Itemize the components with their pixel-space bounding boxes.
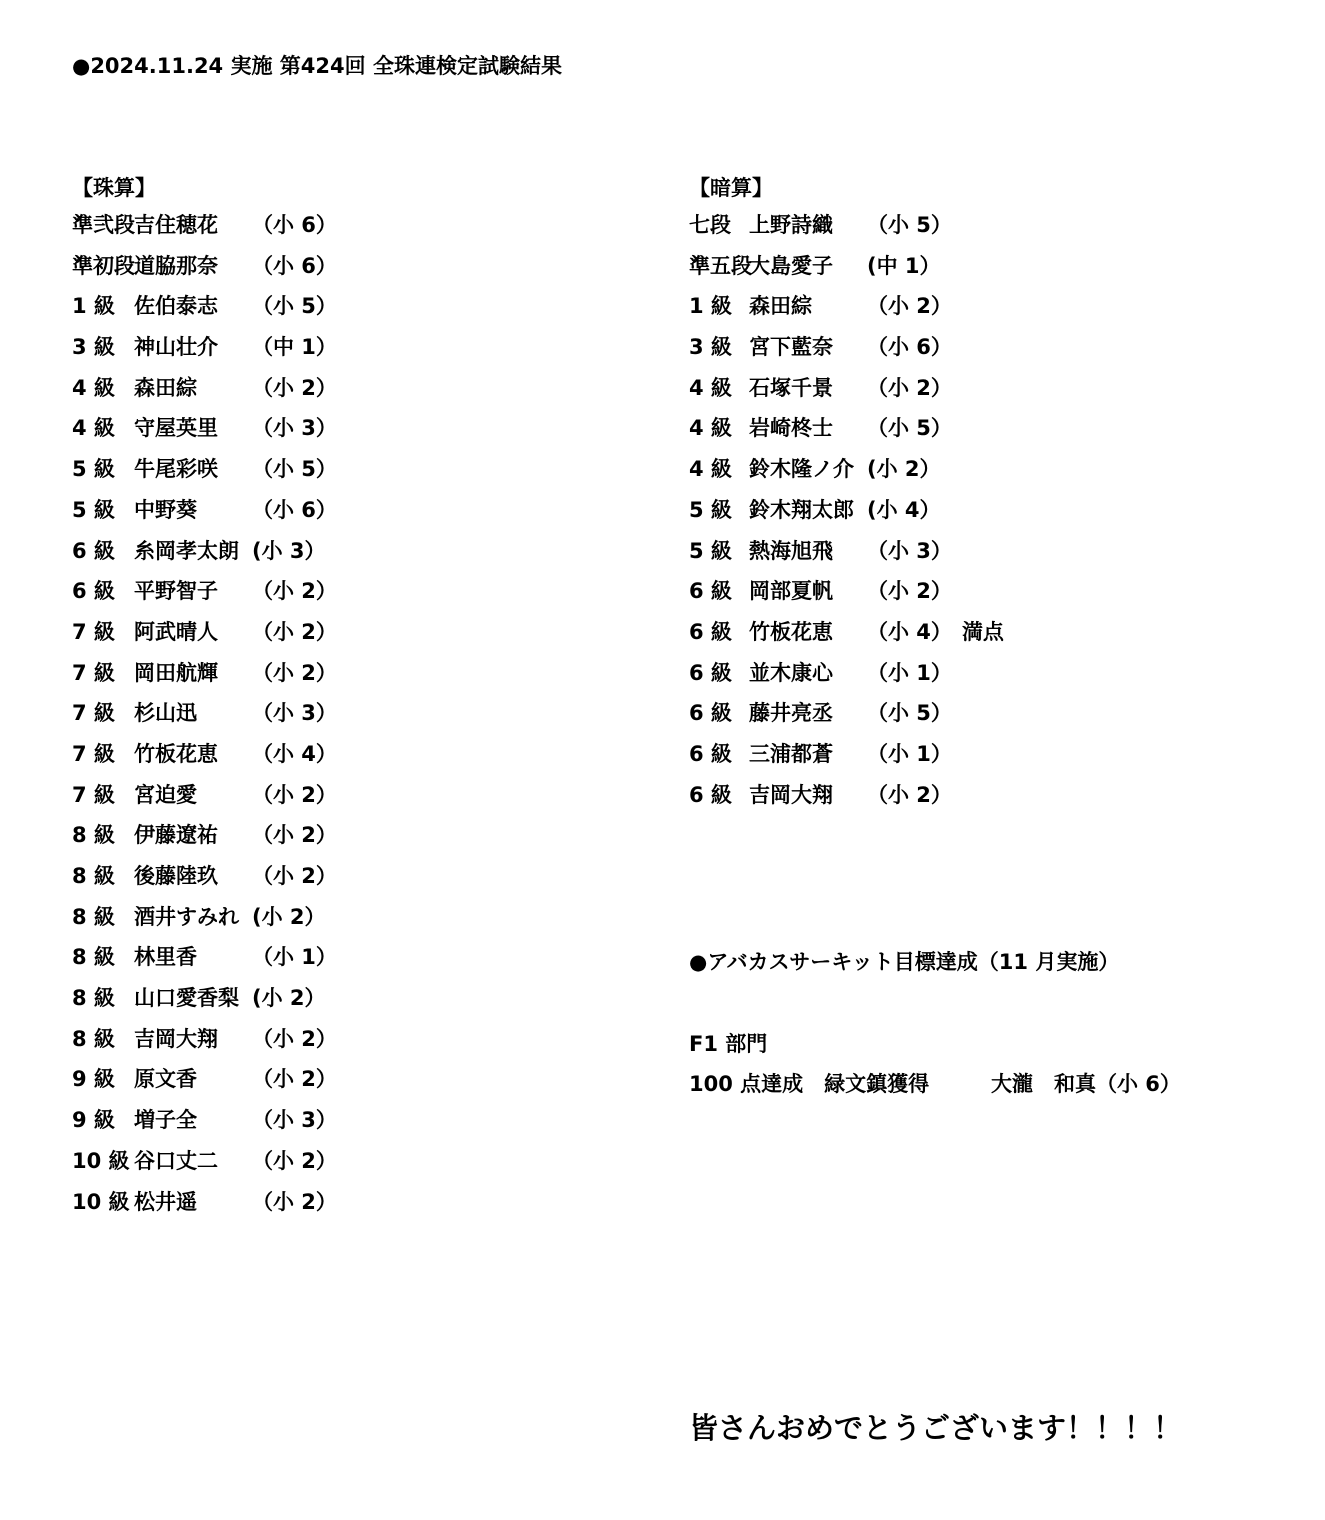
mental-entry-name: 上野詩織 <box>749 213 833 237</box>
abacus-entry-name: 糸岡孝太朗 <box>134 538 239 563</box>
abacus-entry-grade: （小 2） <box>252 660 337 685</box>
circuit-winner: 大瀧 和真（小 6） <box>991 1072 1181 1096</box>
abacus-entry-rank: 7 級 <box>72 782 115 807</box>
abacus-entry-name: 杉山迅 <box>134 701 197 726</box>
abacus-entry-grade: （小 5） <box>252 457 337 482</box>
mental-entry <box>689 653 1004 694</box>
mental-entry-name: 石塚千景 <box>749 375 833 400</box>
page-title: ●2024.11.24 実施 第424回 全珠連検定試験結果 <box>72 54 562 78</box>
mental-entry-name: 三浦都蒼 <box>749 741 833 766</box>
abacus-entry-name: 谷口丈二 <box>134 1148 218 1173</box>
abacus-entry-grade: （小 4） <box>252 741 337 766</box>
mental-entry-name: 岡部夏帆 <box>749 579 833 604</box>
abacus-entry-name: 守屋英里 <box>134 416 218 441</box>
mental-entry-rank: 1 級 <box>689 294 732 319</box>
mental-list <box>689 205 1004 815</box>
abacus-entry-rank: 準弐段 <box>72 213 135 237</box>
mental-entry-rank: 4 級 <box>689 416 732 441</box>
mental-entry <box>689 571 1004 612</box>
mental-heading: 【暗算】 <box>689 176 773 200</box>
mental-entry-rank: 4 級 <box>689 375 732 400</box>
abacus-entry-rank: 7 級 <box>72 701 115 726</box>
abacus-entry-name: 中野葵 <box>134 497 197 522</box>
abacus-entry-grade: （小 2） <box>252 1026 337 1051</box>
abacus-entry-rank: 1 級 <box>72 294 115 319</box>
mental-entry-name: 宮下藍奈 <box>749 335 833 360</box>
abacus-entry <box>72 246 337 287</box>
abacus-entry-grade: （小 2） <box>252 864 337 888</box>
abacus-entry <box>72 531 337 572</box>
abacus-entry <box>72 1182 337 1223</box>
abacus-entry-grade: （小 2） <box>252 619 337 644</box>
abacus-entry-grade: (小 2） <box>252 904 326 929</box>
abacus-entry-rank: 6 級 <box>72 579 115 604</box>
mental-entry-rank: 3 級 <box>689 335 732 360</box>
abacus-entry-grade: （小 3） <box>252 416 337 441</box>
abacus-entry-grade: （小 3） <box>252 1108 337 1133</box>
abacus-entry-rank: 8 級 <box>72 1026 115 1051</box>
mental-entry <box>689 408 1004 449</box>
mental-entry-note: 満点 <box>961 619 1004 644</box>
abacus-entry-name: 松井遥 <box>134 1189 197 1214</box>
mental-entry-rank: 4 級 <box>689 457 732 482</box>
abacus-entry-name: 林里香 <box>134 945 197 970</box>
mental-entry-grade: （小 5） <box>867 213 952 237</box>
mental-entry-grade: （小 1） <box>867 660 952 685</box>
circuit-division: F1 部門 <box>689 1032 768 1056</box>
mental-entry <box>689 205 1004 246</box>
mental-entry-name: 岩崎柊士 <box>749 416 833 441</box>
abacus-entry-name: 後藤陸玖 <box>134 864 218 888</box>
abacus-entry-rank: 4 級 <box>72 375 115 400</box>
abacus-entry-name: 増子全 <box>134 1108 197 1133</box>
abacus-entry <box>72 368 337 409</box>
abacus-entry <box>72 408 337 449</box>
abacus-entry-name: 森田綜 <box>134 375 197 400</box>
mental-entry-rank: 6 級 <box>689 619 732 644</box>
mental-entry-name: 藤井亮丞 <box>749 701 833 726</box>
abacus-entry-rank: 4 級 <box>72 416 115 441</box>
mental-entry-grade: （小 1） <box>867 741 952 766</box>
mental-entry-name: 吉岡大翔 <box>749 782 833 807</box>
abacus-entry <box>72 1059 337 1100</box>
mental-entry-rank: 6 級 <box>689 782 732 807</box>
mental-entry <box>689 734 1004 775</box>
mental-entry-grade: (中 1） <box>867 253 941 278</box>
abacus-entry-rank: 7 級 <box>72 619 115 644</box>
abacus-entry <box>72 205 337 246</box>
abacus-entry-rank: 9 級 <box>72 1108 115 1133</box>
abacus-entry-grade: （小 2） <box>252 782 337 807</box>
abacus-entry <box>72 978 337 1019</box>
circuit-title: ●アバカスサーキット目標達成（11 月実施） <box>689 950 1120 974</box>
abacus-entry-name: 岡田航輝 <box>134 660 218 685</box>
abacus-entry <box>72 653 337 694</box>
mental-entry-rank: 七段 <box>689 213 731 237</box>
abacus-entry-rank: 8 級 <box>72 864 115 888</box>
mental-entry <box>689 327 1004 368</box>
abacus-entry-grade: （小 6） <box>252 497 337 522</box>
mental-entry-rank: 5 級 <box>689 497 732 522</box>
mental-entry-name: 森田綜 <box>749 294 812 319</box>
mental-entry-rank: 6 級 <box>689 741 732 766</box>
abacus-entry-grade: (小 2） <box>252 986 326 1011</box>
mental-entry-grade: （小 3） <box>867 538 952 563</box>
abacus-entry-grade: (小 3） <box>252 538 326 563</box>
mental-entry <box>689 490 1004 531</box>
abacus-entry-name: 山口愛香梨 <box>134 986 239 1011</box>
congratulations-message: 皆さんおめでとうございます！！！！ <box>689 1411 1183 1445</box>
mental-entry-rank: 準五段 <box>689 253 752 278</box>
mental-entry-name: 並木康心 <box>749 660 833 685</box>
abacus-entry-grade: （小 2） <box>252 1189 337 1214</box>
abacus-list <box>72 205 337 1222</box>
mental-entry-grade: （小 2） <box>867 294 952 319</box>
abacus-entry <box>72 449 337 490</box>
mental-entry <box>689 286 1004 327</box>
abacus-entry-grade: （小 2） <box>252 1067 337 1092</box>
abacus-entry-rank: 7 級 <box>72 660 115 685</box>
mental-entry-name: 鈴木隆ノ介 <box>749 457 854 482</box>
abacus-entry <box>72 286 337 327</box>
mental-entry-grade: (小 2） <box>867 457 941 482</box>
mental-entry-name: 竹板花恵 <box>749 619 833 644</box>
abacus-entry <box>72 856 337 897</box>
abacus-entry-grade: （小 6） <box>252 253 337 278</box>
circuit-award-line <box>689 1067 1181 1101</box>
abacus-entry-rank: 3 級 <box>72 335 115 360</box>
abacus-entry-rank: 8 級 <box>72 945 115 970</box>
abacus-entry-grade: （小 2） <box>252 823 337 848</box>
abacus-entry-grade: （中 1） <box>252 335 337 360</box>
abacus-entry-name: 平野智子 <box>134 579 218 604</box>
abacus-entry-rank: 10 級 <box>72 1148 130 1173</box>
abacus-entry <box>72 693 337 734</box>
abacus-entry <box>72 1019 337 1060</box>
abacus-entry-rank: 準初段 <box>72 253 135 278</box>
mental-entry-name: 熱海旭飛 <box>749 538 833 563</box>
abacus-entry-name: 原文香 <box>134 1067 197 1092</box>
mental-entry-grade: （小 6） <box>867 335 952 360</box>
mental-entry-name: 鈴木翔太郎 <box>749 497 854 522</box>
abacus-entry-grade: （小 6） <box>252 213 337 237</box>
abacus-entry-grade: （小 5） <box>252 294 337 319</box>
abacus-entry-rank: 8 級 <box>72 823 115 848</box>
mental-entry-grade: （小 2） <box>867 579 952 604</box>
abacus-entry <box>72 1141 337 1182</box>
abacus-entry <box>72 775 337 816</box>
abacus-entry-name: 吉岡大翔 <box>134 1026 218 1051</box>
mental-entry-grade: （小 5） <box>867 416 952 441</box>
abacus-entry-rank: 8 級 <box>72 904 115 929</box>
abacus-entry-name: 竹板花恵 <box>134 741 218 766</box>
abacus-heading: 【珠算】 <box>72 176 156 200</box>
mental-entry-name: 大島愛子 <box>749 253 833 278</box>
abacus-entry-rank: 6 級 <box>72 538 115 563</box>
abacus-entry-name: 伊藤遼祐 <box>134 823 218 848</box>
mental-entry-rank: 6 級 <box>689 579 732 604</box>
mental-entry-grade: （小 4） <box>867 619 952 644</box>
abacus-entry-rank: 7 級 <box>72 741 115 766</box>
abacus-entry-name: 神山壮介 <box>134 335 218 360</box>
mental-entry-rank: 6 級 <box>689 701 732 726</box>
mental-entry <box>689 368 1004 409</box>
mental-entry <box>689 775 1004 816</box>
abacus-entry <box>72 897 337 938</box>
abacus-circuit-section <box>689 945 1181 1101</box>
abacus-entry-rank: 9 級 <box>72 1067 115 1092</box>
abacus-entry-grade: （小 2） <box>252 1148 337 1173</box>
mental-entry-grade: （小 2） <box>867 782 952 807</box>
circuit-award: 100 点達成 緑文鎮獲得 <box>689 1072 930 1096</box>
abacus-entry <box>72 327 337 368</box>
abacus-entry-rank: 5 級 <box>72 497 115 522</box>
abacus-results <box>72 171 337 1222</box>
abacus-entry-rank: 10 級 <box>72 1189 130 1214</box>
abacus-entry-name: 道脇那奈 <box>134 253 218 278</box>
abacus-entry-name: 宮迫愛 <box>134 782 197 807</box>
abacus-entry-name: 牛尾彩咲 <box>134 457 218 482</box>
abacus-entry-name: 酒井すみれ <box>134 904 239 929</box>
mental-entry <box>689 246 1004 287</box>
mental-entry-grade: （小 5） <box>867 701 952 726</box>
abacus-entry-grade: （小 1） <box>252 945 337 970</box>
abacus-entry-name: 佐伯泰志 <box>134 294 218 319</box>
mental-entry-grade: （小 2） <box>867 375 952 400</box>
mental-entry <box>689 449 1004 490</box>
mental-entry-rank: 6 級 <box>689 660 732 685</box>
abacus-entry-rank: 8 級 <box>72 986 115 1011</box>
abacus-entry-grade: （小 2） <box>252 375 337 400</box>
abacus-entry <box>72 612 337 653</box>
mental-entry <box>689 612 1004 653</box>
mental-entry-rank: 5 級 <box>689 538 732 563</box>
abacus-entry <box>72 734 337 775</box>
abacus-entry-rank: 5 級 <box>72 457 115 482</box>
abacus-entry-grade: （小 2） <box>252 579 337 604</box>
mental-entry <box>689 531 1004 572</box>
abacus-entry <box>72 1100 337 1141</box>
abacus-entry-name: 阿武晴人 <box>134 619 218 644</box>
abacus-entry <box>72 490 337 531</box>
mental-results <box>689 171 1004 815</box>
mental-entry <box>689 693 1004 734</box>
abacus-entry <box>72 571 337 612</box>
abacus-entry-grade: （小 3） <box>252 701 337 726</box>
abacus-entry <box>72 815 337 856</box>
abacus-entry <box>72 937 337 978</box>
abacus-entry-name: 吉住穂花 <box>134 213 218 237</box>
mental-entry-grade: (小 4） <box>867 497 941 522</box>
